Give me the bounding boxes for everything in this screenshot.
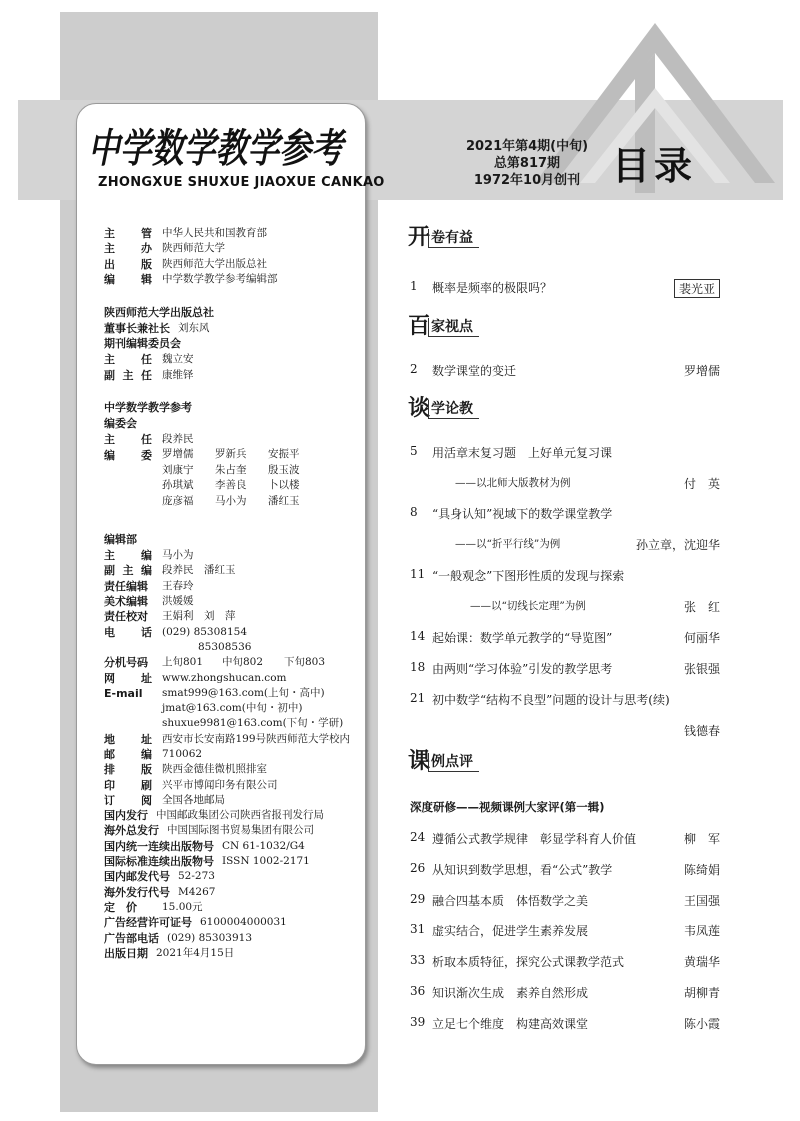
section-heading-kaijuan: 开 卷有益 <box>408 226 479 248</box>
toc-entry[interactable]: 29 融合四基本质 体悟数学之美 王国强 <box>410 892 720 908</box>
journal-logo <box>88 118 348 174</box>
masthead-board: 中学数学教学参考 编委会 主 任 段养民 编 委 罗增儒 罗新兵 安振平 刘康宁 朱占奎 殷玉波 孙琪斌 李善良 卜以楼 庞彦福 马小为 潘红玉 <box>104 400 311 509</box>
masthead-office: 编辑部 主 编 马小为 副 主 编 段养民 潘红玉 责任编辑 王春玲 美术编辑 洪媛媛 责任校对 王娟利 刘 萍 电 话 (029) 85308154 85308536 分机号码 上旬801 中旬802 下旬803 网 址 www.zhongshucan.com E-mail smat999@163.com(上旬・高中) jmat@163.com(中旬・初中) shuxue9981@163.com(下旬・学研) 地 址 西安市长安南路199号陕西师范大学校内 邮 编 710062 排 版 陕西金德佳微机照排室 印 刷 兴平市博闻印务有限公司 订 阅 全国各地邮局 国内发行 中国邮政集团公司陕西省报刊发行局 海外总发行 中国国际图书贸易集团有限公司 国内统一连续出版物号 CN 61-1032/G4 国际标准连续出版物号 ISSN 1002-2171 国内邮发代号 52-273 海外发行代号 M4267 定 价 15.00元 广告经营许可证号 6100004000031 广告部电话 (029) 85303913 出版日期 2021年4月15日 <box>104 533 351 960</box>
toc-entry[interactable]: 33 析取本质特征，探究公式课教学范式 黄瑞华 <box>410 953 720 969</box>
section-heading-keli: 课 例点评 <box>408 750 479 772</box>
toc-entry[interactable]: 8 “具身认知”视域下的数学课堂教学 <box>410 505 613 521</box>
issue-line-1: 2021年第4期(中旬) <box>465 139 589 154</box>
toc-entry[interactable]: 39 立足七个维度 构建高效课堂 陈小霞 <box>410 1015 720 1031</box>
masthead-top: 主 管 中华人民共和国教育部 主 办 陕西师范大学 出 版 陕西师范大学出版总社 编 辑 中学数学教学参考编辑部 <box>104 227 278 287</box>
toc-entry[interactable]: 2 数学课堂的变迁 罗增儒 <box>410 362 720 378</box>
section-heading-baijia: 百 家视点 <box>408 315 479 337</box>
toc-heading: 目录 <box>612 144 697 188</box>
toc-entry[interactable]: 11 “一般观念”下图形性质的发现与探索 <box>410 567 625 583</box>
toc-entry[interactable]: 31 虚实结合，促进学生素养发展 韦凤莲 <box>410 922 720 938</box>
toc-entry[interactable]: 18 由两则“学习体验”引发的教学思考 张银强 <box>410 660 720 676</box>
toc-entry[interactable]: 26 从知识到数学思想，看“公式”教学 陈绮娟 <box>410 861 720 877</box>
toc-entry[interactable]: 1 概率是频率的极限吗？ 裴光亚 <box>410 279 720 298</box>
toc-subtitle: ——以“切线长定理”为例 张 红 <box>470 600 720 614</box>
logo-calligraphy: 中学数学教学参考 <box>88 125 347 172</box>
issue-line-2: 总第817期 <box>493 156 561 171</box>
logo-pinyin: ZHONGXUE SHUXUE JIAOXUE CANKAO <box>98 175 385 190</box>
toc-subsection-heading: 深度研修——视频课例大家评(第一辑) <box>410 800 605 814</box>
masthead-press: 陕西师范大学出版总社 董事长兼社长 刘东风 期刊编辑委员会 主 任 魏立安 副 主 任 康维铎 <box>104 306 214 382</box>
toc-subtitle: ——以北师大版教材为例 付 英 <box>455 477 720 491</box>
board-members: 罗增儒 罗新兵 安振平 刘康宁 朱占奎 殷玉波 孙琪斌 李善良 卜以楼 庞彦福 马小为 潘红玉 <box>162 448 300 507</box>
toc-entry[interactable]: 21 初中数学“结构不良型”问题的设计与思考(续) <box>410 691 670 707</box>
toc-entry[interactable]: 36 知识渐次生成 素养自然形成 胡柳青 <box>410 984 720 1000</box>
toc-author-line: 钱德春 <box>683 724 720 738</box>
toc-subtitle: ——以“折平行线”为例 孙立章，沈迎华 <box>455 538 720 552</box>
toc-entry[interactable]: 24 遵循公式教学规律 彰显学科育人价值 柳 军 <box>410 830 720 846</box>
issue-info <box>452 138 602 189</box>
issue-line-3: 1972年10月创刊 <box>473 173 581 188</box>
section-heading-tanxue: 谈 学论教 <box>408 397 479 419</box>
toc-entry[interactable]: 14 起始课：数学单元教学的“导览图” 何丽华 <box>410 629 720 645</box>
toc-entry[interactable]: 5 用活章末复习题 上好单元复习课 <box>410 444 613 460</box>
